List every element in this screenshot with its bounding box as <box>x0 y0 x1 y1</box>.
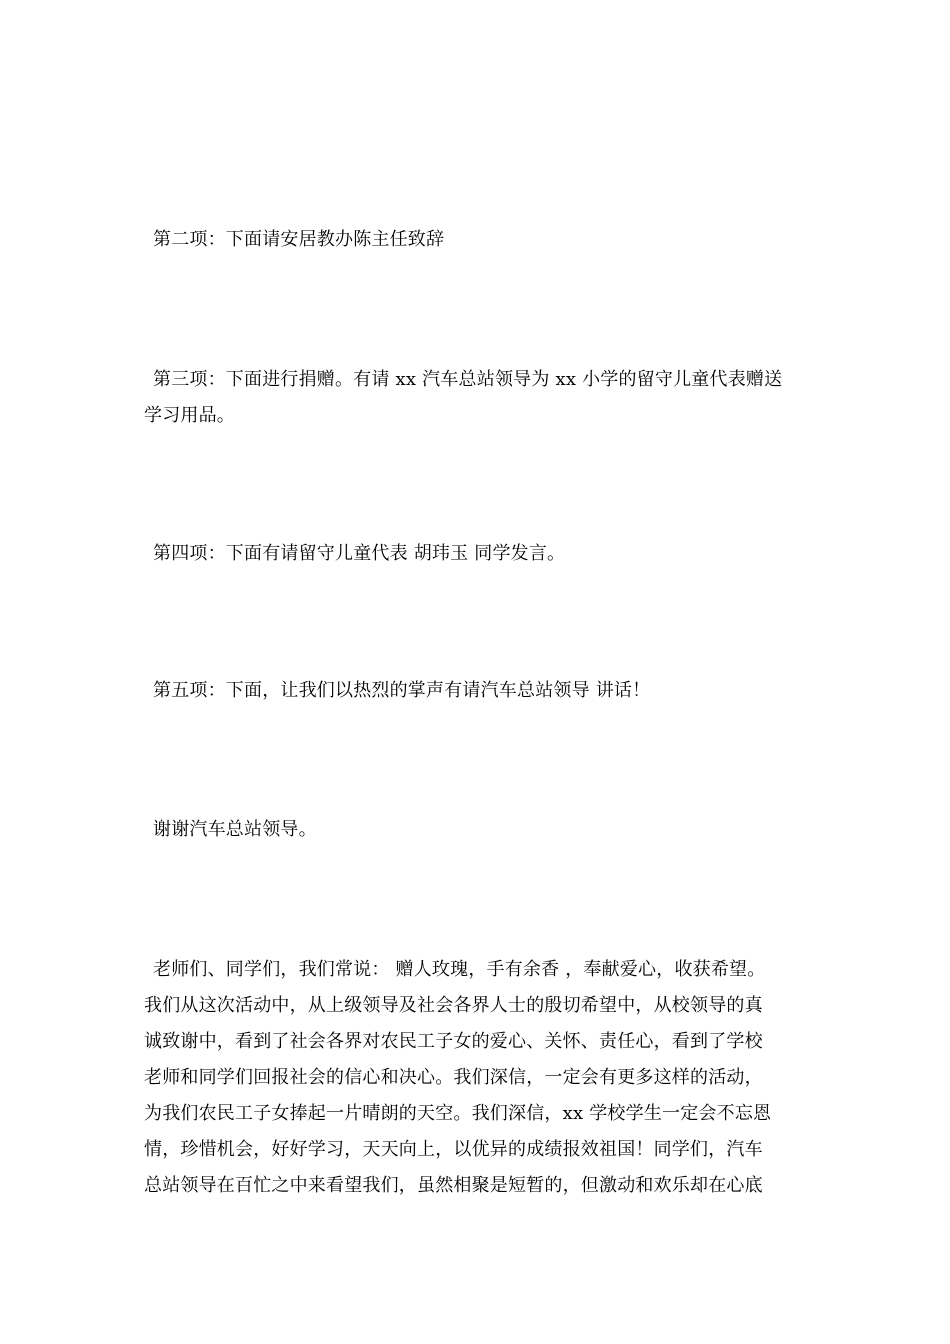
closing-paragraph-line-7: 总站领导在百忙之中来看望我们，虽然相聚是短暂的，但激动和欢乐却在心底 <box>144 1175 763 1196</box>
closing-paragraph-line-1: 老师们、同学们，我们常说： 赠人玫瑰，手有余香 ，奉献爱心，收获希望。 <box>153 959 766 980</box>
item-2-paragraph: 第二项：下面请安居教办陈主任致辞 <box>153 229 445 250</box>
closing-paragraph-line-2: 我们从这次活动中，从上级领导及社会各界人士的殷切希望中，从校领导的真 <box>144 995 763 1016</box>
closing-paragraph-line-6: 情，珍惜机会，好好学习，天天向上，以优异的成绩报效祖国！同学们，汽车 <box>144 1139 763 1160</box>
item-4-paragraph: 第四项：下面有请留守儿童代表 胡玮玉 同学发言。 <box>153 543 566 564</box>
item-3-paragraph-line-1: 第三项：下面进行捐赠。有请 xx 汽车总站领导为 xx 小学的留守儿童代表赠送 <box>153 369 783 390</box>
item-5-paragraph: 第五项：下面，让我们以热烈的掌声有请汽车总站领导 讲话！ <box>153 680 651 701</box>
closing-paragraph-line-3: 诚致谢中，看到了社会各界对农民工子女的爱心、关怀、责任心，看到了学校 <box>144 1031 763 1052</box>
item-3-paragraph-line-2: 学习用品。 <box>144 405 235 426</box>
closing-paragraph-line-4: 老师和同学们回报社会的信心和决心。我们深信，一定会有更多这样的活动， <box>144 1067 763 1088</box>
closing-paragraph-line-5: 为我们农民工子女捧起一片晴朗的天空。我们深信，xx 学校学生一定会不忘恩 <box>144 1103 772 1124</box>
thanks-paragraph: 谢谢汽车总站领导。 <box>153 819 317 840</box>
